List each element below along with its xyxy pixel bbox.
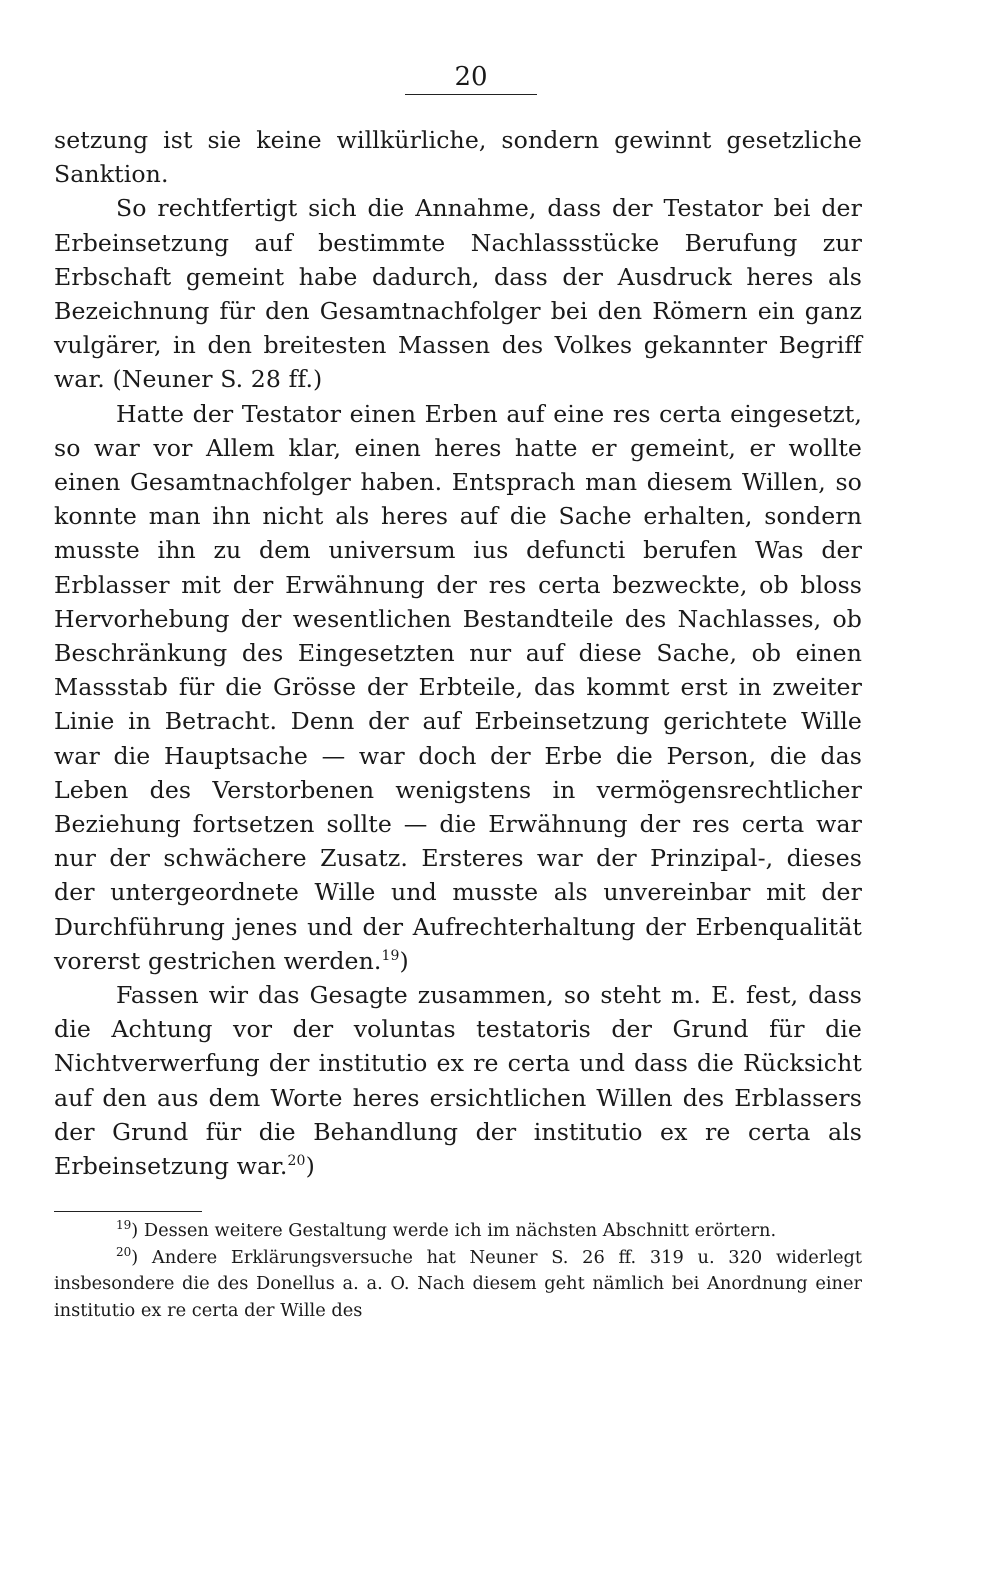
footnote-19	[54, 1218, 862, 1245]
footnote-20	[54, 1245, 862, 1325]
footnote-19-mark: 19	[116, 1218, 132, 1233]
paragraph-4-text: Fassen wir das Gesagte zusammen, so steht m. E. fest, dass die Achtung vor der voluntas testatoris der Grund für die Nichtverwerfung der institutio ex re certa und dass die Rücksicht auf den aus dem Worte heres ersichtlichen Willen des Erblassers der Grund für die Behandlung der institutio ex re certa als Erbeinsetzung war.	[54, 981, 862, 1181]
paragraph-3-text: Hatte der Testator einen Erben auf eine res certa eingesetzt, so war vor Allem klar, einen heres hatte er gemeint, er wollte einen Gesamtnachfolger haben. Entsprach man diesem Willen, so konnte man ihn nicht als heres auf die Sache erhalten, sondern musste ihn zu dem universum ius defuncti berufen Was der Erblasser mit der Erwähnung der res certa bezweckte, ob bloss Hervorhebung der wesentlichen Bestandteile des Nachlasses, ob Beschränkung des Eingesetzten nur auf diese Sache, ob einen Massstab für die Grösse der Erbteile, das kommt erst in zweiter Linie in Betracht. Denn der auf Erbeinsetzung gerichtete Wille war die Hauptsache — war doch der Erbe die Person, die das Leben des Verstorbenen wenigstens in vermögensrechtlicher Beziehung fortsetzen sollte — die Erwähnung der res certa war nur der schwächere Zusatz. Ersteres war der Prinzipal-, dieses der untergeordnete Wille und musste als unvereinbar mit der Durchführung jenes und der Aufrechterhaltung der Erbenqualität vorerst gestrichen werden.	[54, 399, 862, 975]
paragraph-1	[54, 123, 862, 191]
page-number: 20	[454, 62, 488, 92]
page-number-rule	[405, 94, 537, 95]
footnotes	[54, 1218, 862, 1324]
footnote-19-text: ) Dessen weitere Gestaltung werde ich im nächsten Abschnitt erörtern.	[131, 1220, 777, 1242]
paragraph-4	[54, 978, 862, 1183]
footnote-20-text: ) Andere Erklärungsversuche hat Neuner S. 26 ff. 319 u. 320 widerlegt insbesondere die des Donellus a. a. O. Nach diesem geht nämlich bei Anordnung einer institutio ex re certa der Wille des	[54, 1246, 862, 1322]
paragraph-2-text: So rechtfertigt sich die Annahme, dass der Testator bei der Erbeinsetzung auf bestimmte Nachlassstücke Berufung zur Erbschaft gemeint habe dadurch, dass der Ausdruck heres als Bezeichnung für den Gesamtnachfolger bei den Römern ein ganz vulgärer, in den breitesten Massen des Volkes gekannter Begriff war. (Neuner S. 28 ff.)	[54, 194, 862, 394]
paragraph-3	[54, 397, 862, 978]
footnote-ref-20[interactable]: 20	[287, 1153, 306, 1170]
footnote-ref-20-paren: )	[305, 1152, 315, 1181]
paragraph-2	[54, 191, 862, 396]
paragraph-1-text: setzung ist sie keine willkürliche, sondern gewinnt gesetzliche Sanktion.	[54, 126, 862, 189]
footnote-ref-19[interactable]: 19	[381, 948, 400, 965]
footnote-20-mark: 20	[116, 1244, 132, 1259]
book-page	[54, 62, 862, 1325]
body-text	[54, 123, 862, 1183]
footnote-ref-19-paren: )	[399, 946, 409, 975]
footnote-separator	[54, 1211, 202, 1212]
